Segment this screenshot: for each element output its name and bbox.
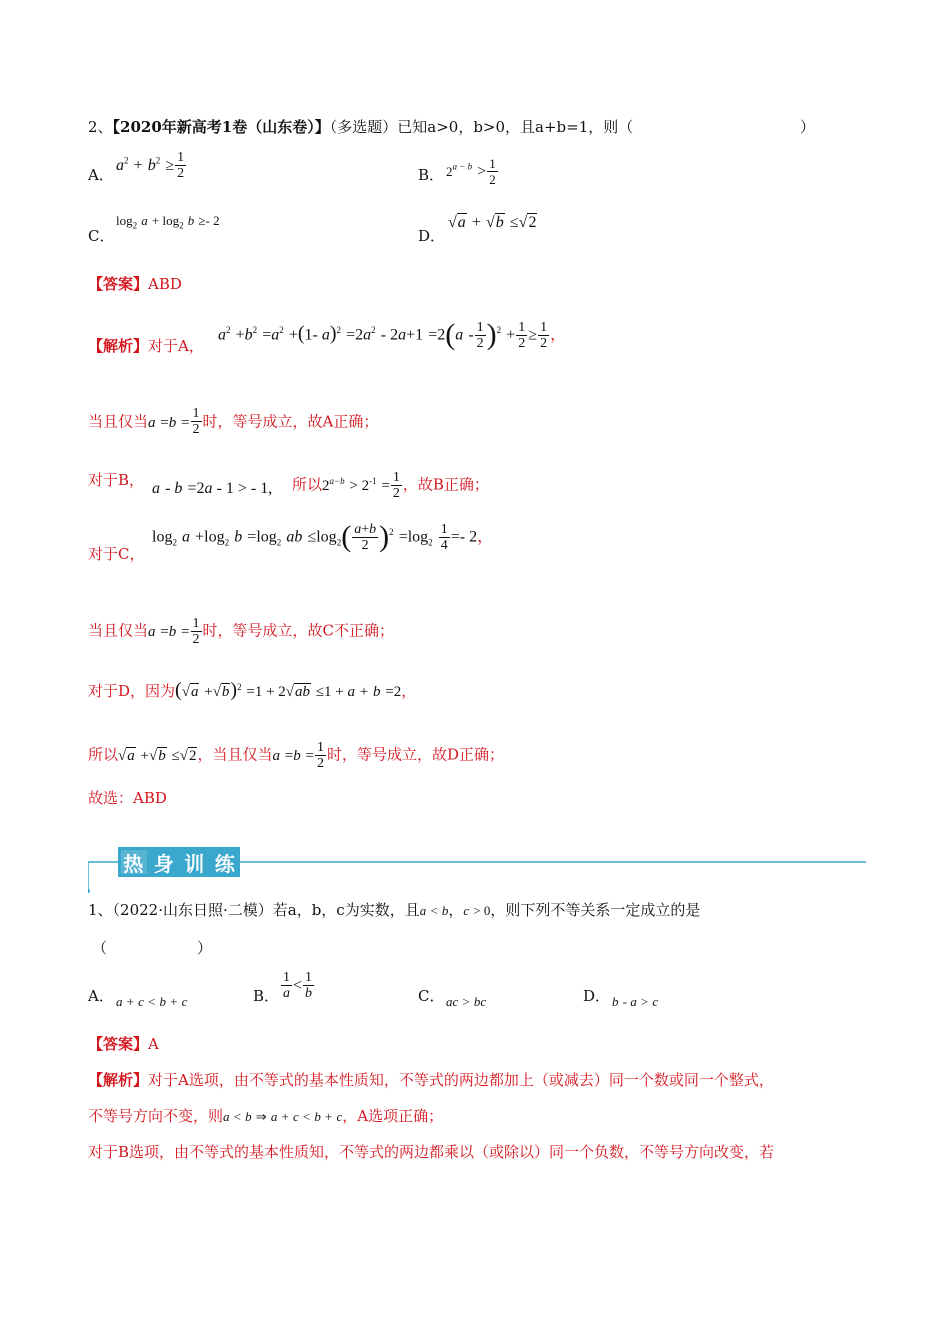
q1-option-d-expr: b - a > c [612,994,659,1009]
q1-option-c-label: C． [418,987,445,1005]
q2-analysis-b2: 所以$2^{a-b} > 2^{-1}$ = $\frac{1}{2}$ ，故B正确； [292,470,489,501]
question-2-paren-close: ） [800,118,816,136]
q2-analysis-d2: 所以√a +√b ≤√2，当且仅当a =b = $\frac{1}{2}$ 时，等号成立，故D正确； [88,740,505,771]
option-d-expr: √a + √b ≤√2 [448,214,537,231]
q2-analysis-a2: 当且仅当a =b = $\frac{1}{2}$ 时，等号成立，故A正确； [88,406,379,437]
q1-option-b-expr: $\frac{1}{a}$ < $\frac{1}{b}$ [283,970,313,1001]
question-1-stem: 1、（2022·山东日照·二模）若a，b，c为实数，且a < b，c > 0，则下列不等关系一定成立的是 [88,901,701,919]
q1-analysis-3: 对于B选项，由不等式的基本性质知，不等式的两边都乘以（或除以）同一个负数，不等号方向改变，若 [88,1143,775,1161]
q1-option-b-label: B． [253,987,280,1005]
q1-option-c-expr: ac > bc [446,994,487,1009]
q1-answer: 【答案】A [88,1035,159,1053]
q2-analysis-a-formula: $a^2 +b^2 =a^2 +(1-$ $a)^2 =2a^2 - 2a+1 =2(a$ - $\frac{1}{2}$ )$^2$ + $\frac{1}{2}$ ≥ $\frac{1}{2}$ ， [218,318,567,351]
q2-analysis-d: 对于D，因为$(√a +√b)^2 =1 + 2√ab \le 1 + a + b =2$， [88,679,417,701]
q2-analysis-b-formula1: a - b =2a - 1 > - 1, [152,480,273,497]
option-a-label: A． [88,166,114,184]
q2-analysis-a: 【解析】对于A， [88,337,204,355]
option-c-label: C． [88,227,115,245]
q1-option-a-label: A． [88,987,114,1005]
q2-analysis-c2: 当且仅当a =b = $\frac{1}{2}$ 时，等号成立，故C不正确； [88,616,394,647]
option-b-expr: $2^{a - b}$ > $\frac{1}{2}$ [446,156,496,187]
q2-analysis-b: 对于B， [88,471,145,489]
q1-option-d-label: D． [583,987,611,1005]
q1-analysis-1: 【解析】对于A选项，由不等式的基本性质知，不等式的两边都加上（或减去）同一个数或同一个整式， [88,1071,774,1089]
question-1-paren: （ ） [92,939,213,957]
banner-title: 热 身 训 练 [123,851,235,876]
option-d-label: D． [418,227,446,245]
option-a-expr: $a^2 + b^2$ ≥ $\frac{1}{2}$ [116,150,185,181]
section-banner [88,845,866,895]
question-2-stem: 2、【2020年新高考1卷（山东卷）】（多选题）已知a>0，b>0，且a+b=1，则（ [88,118,634,136]
option-c-expr: $\log_2 a + \log_2 b \ge- 2$ [116,213,220,231]
option-b-label: B． [418,166,445,184]
q2-answer: 【答案】ABD [88,275,182,293]
q2-analysis-c: 对于C， [88,545,145,563]
q2-conclusion: 故选：ABD [88,789,167,807]
q1-analysis-2: 不等号方向不变，则a < b ⇒ a + c < b + c，A选项正确； [88,1107,444,1125]
q2-analysis-c-formula: $\log_2 a +\log_2$ $b =\log_2$ ab $\le\log_2$( $\frac{a+b}{2}$ )$^2 =\log_2$ $\frac{1}{4}$ =- 2， [152,520,494,553]
q1-option-a-expr: a + c < b + c [116,994,188,1009]
